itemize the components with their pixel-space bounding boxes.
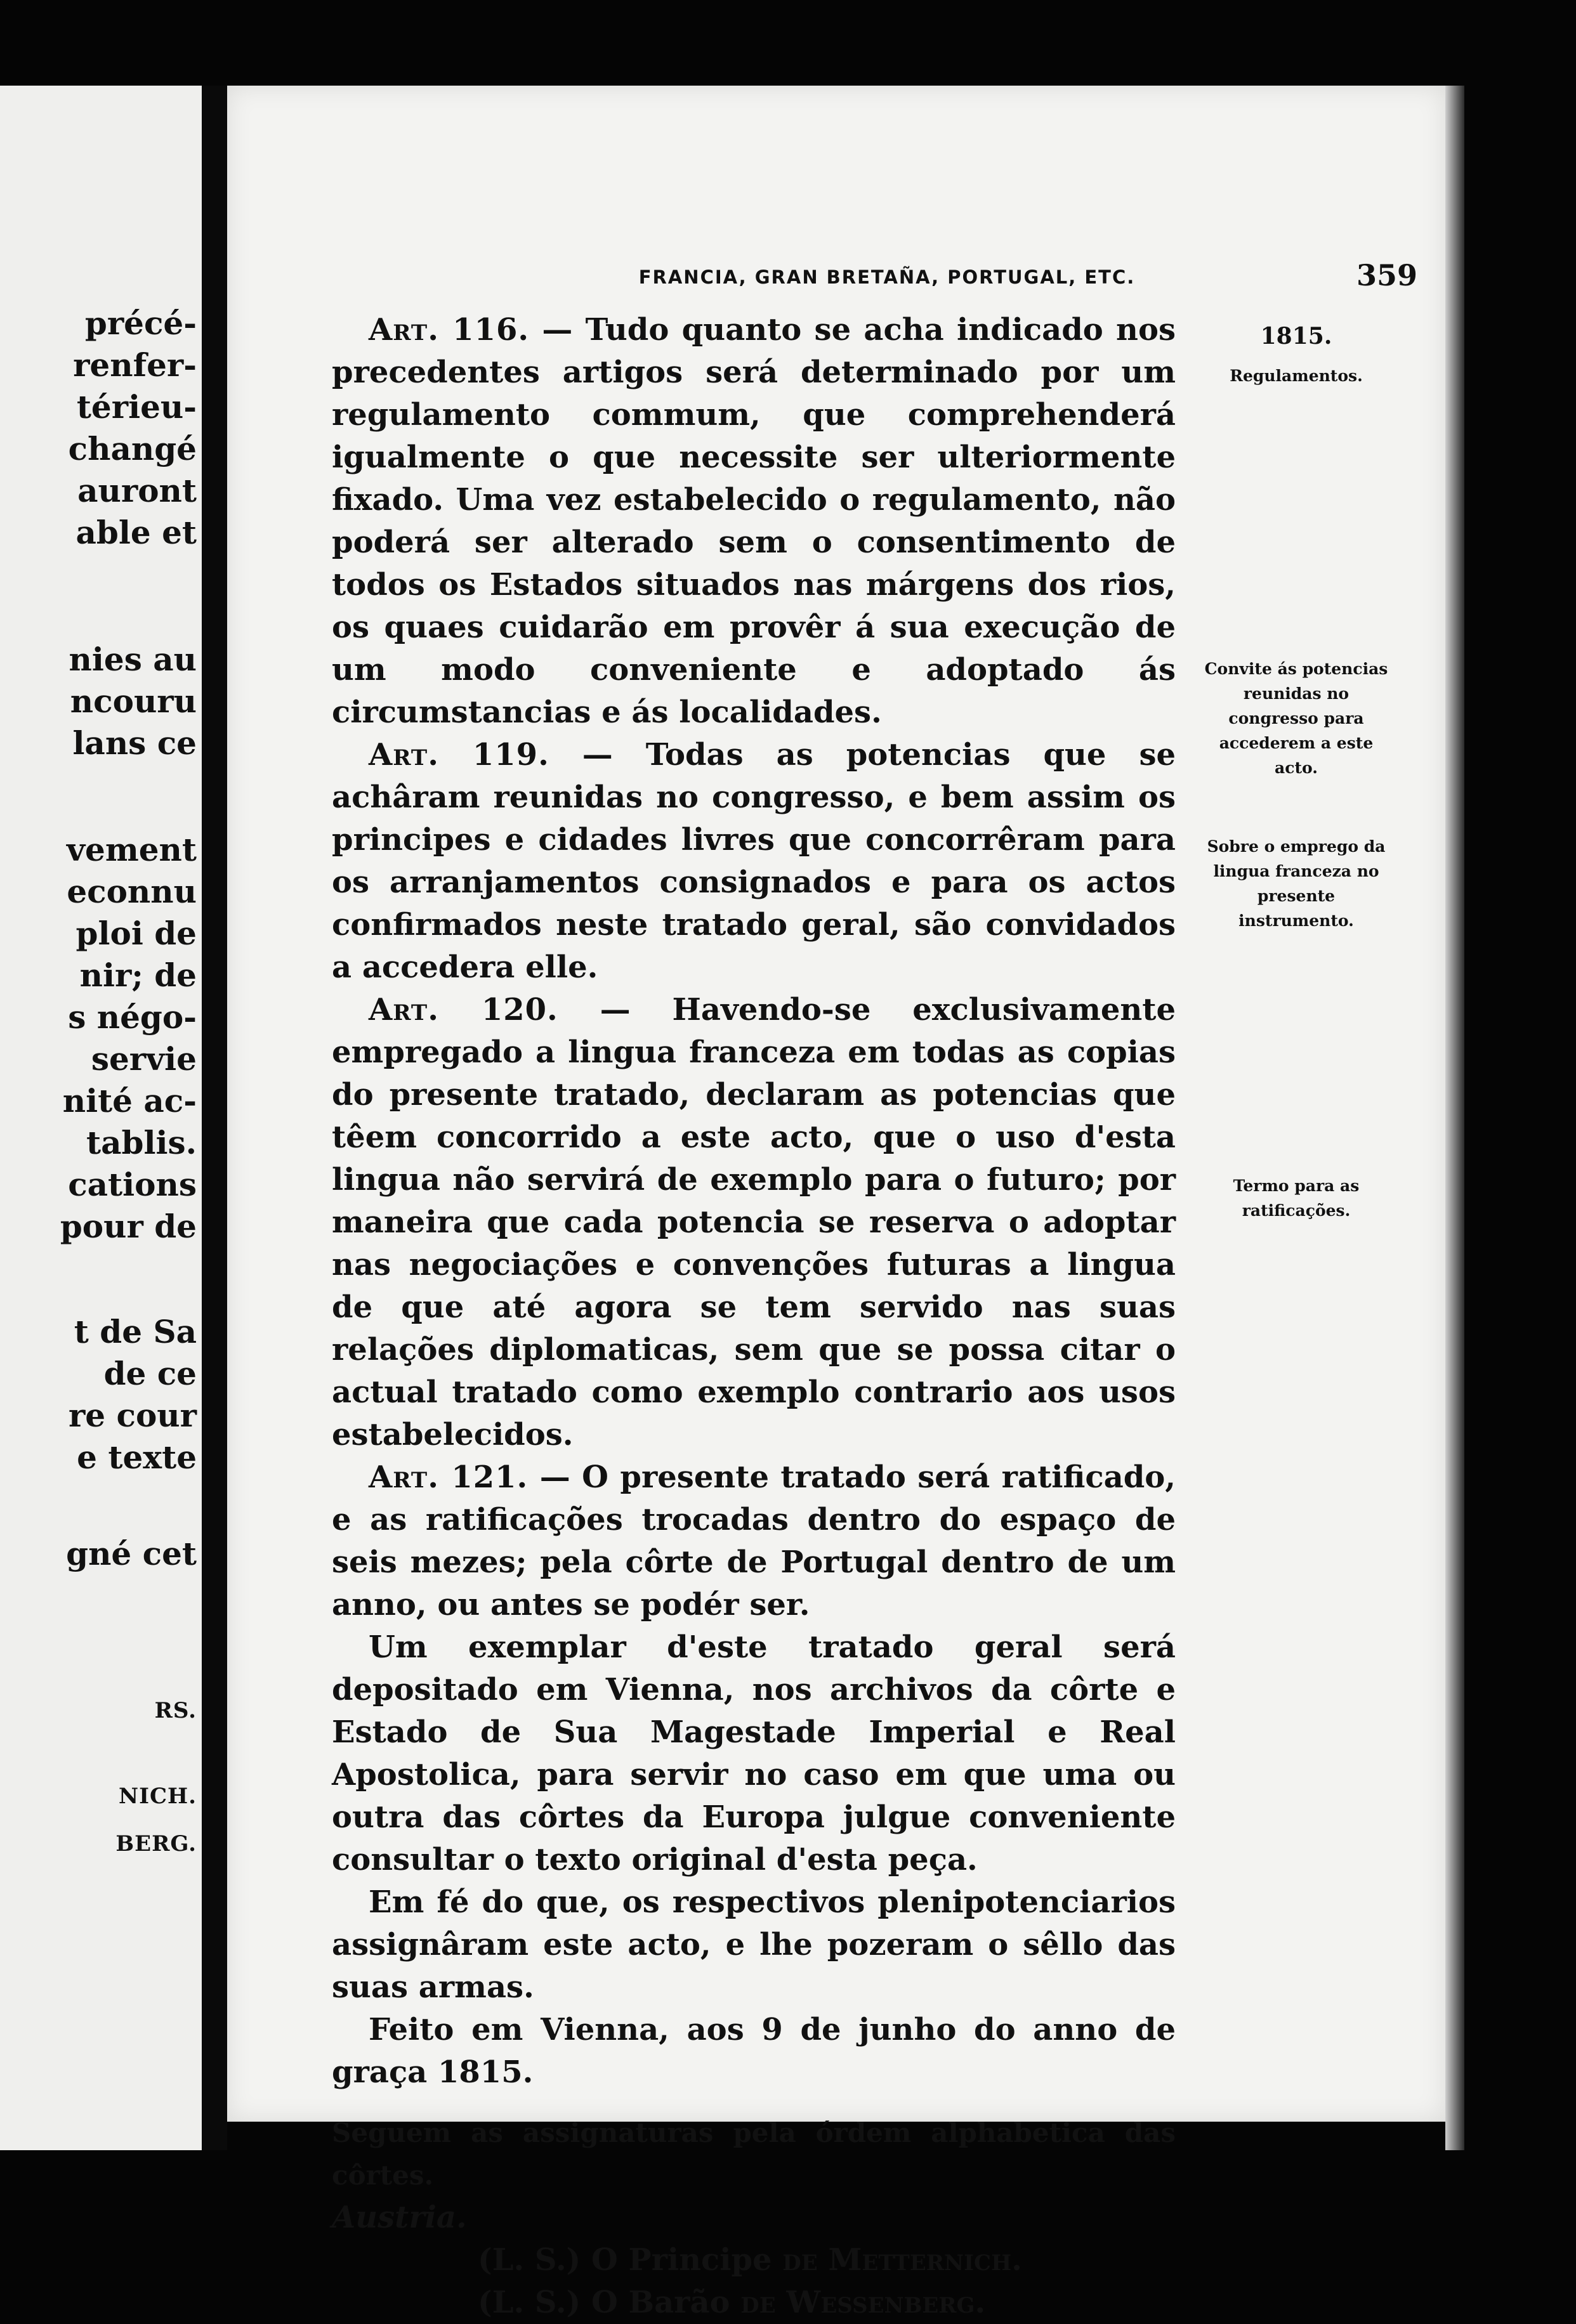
signature-line bbox=[332, 2239, 1176, 2282]
left-fragment: auront bbox=[77, 472, 197, 509]
signatory-country: Austria. bbox=[332, 2200, 467, 2235]
signatures-intro: Seguem as assignaturas pela órdem alphabetica das côrtes. bbox=[332, 2117, 1176, 2191]
left-fragment: BERG. bbox=[115, 1831, 197, 1857]
page-edge bbox=[1445, 86, 1464, 2150]
left-fragment: e texte bbox=[77, 1439, 197, 1476]
left-fragment: RS. bbox=[154, 1698, 197, 1723]
signature-seal: (L. S.) O Barão bbox=[478, 2285, 730, 2320]
margin-note-convite: Convite ás potencias reunidas no congresso para accederem a este acto. bbox=[1204, 660, 1388, 777]
left-fragment: econnu bbox=[67, 873, 197, 910]
left-fragment: de ce bbox=[103, 1355, 197, 1392]
article-116 bbox=[332, 309, 1176, 734]
article-text: — O presente tratado será ratificado, e as ratificações trocadas dentro do espaço de seis mezes; pela côrte de Portugal dentro de um anno, ou antes se podér ser. bbox=[332, 1459, 1176, 1622]
article-119 bbox=[332, 734, 1176, 989]
margin-note-termo: Termo para as ratificações. bbox=[1233, 1177, 1360, 1220]
article-label: Art. 120. bbox=[369, 992, 558, 1028]
signature-seal: (L. S.) O Principe bbox=[478, 2242, 772, 2278]
left-fragment: précé- bbox=[84, 304, 197, 342]
left-fragment: lans ce bbox=[72, 724, 197, 762]
left-fragment: s négo- bbox=[68, 998, 197, 1036]
done-paragraph: Feito em Vienna, aos 9 de junho do anno de graça 1815. bbox=[332, 2012, 1176, 2090]
left-fragment: able et bbox=[76, 514, 197, 551]
article-text: — Havendo-se exclusivamente empregado a lingua franceza em todas as copias do presente tratado, declaram as potencias que têem concorrido a este acto, que o uso d'esta lingua não servirá de exemplo para o futuro; por maneira que cada potencia se reserva o adoptar nas negociações e convenções futuras a lingua de que até agora se tem servido nas suas relações diplomaticas, sem que se possa citar o actual tratado como exemplo contrario aos usos estabelecidos. bbox=[332, 992, 1176, 1452]
faith-paragraph: Em fé do que, os respectivos plenipotenciarios assignâram este acto, e lhe pozeram o sêllo das suas armas. bbox=[332, 1884, 1176, 2005]
page-number: 359 bbox=[1356, 258, 1418, 292]
margin-note-regulamentos: Regulamentos. bbox=[1230, 367, 1363, 385]
signature-line bbox=[332, 2282, 1176, 2324]
left-fragment: ncouru bbox=[70, 682, 197, 720]
article-121 bbox=[332, 1456, 1176, 1626]
article-label: Art. 121. bbox=[369, 1459, 529, 1495]
signature-particle: de bbox=[782, 2242, 818, 2278]
left-fragment: nir; de bbox=[79, 956, 197, 994]
right-page bbox=[227, 86, 1445, 2320]
article-label: Art. 116. bbox=[369, 312, 530, 348]
signature-block bbox=[332, 2112, 1176, 2324]
left-fragment: renfer- bbox=[73, 346, 197, 384]
signatory-name: Wessenberg. bbox=[786, 2285, 986, 2320]
left-fragment: servie bbox=[91, 1040, 197, 1078]
article-120 bbox=[332, 989, 1176, 1456]
left-fragment: re cour bbox=[68, 1397, 197, 1434]
left-fragment: pour de bbox=[60, 1208, 197, 1245]
left-fragment: vement bbox=[66, 831, 197, 868]
article-text: — Tudo quanto se acha indicado nos precedentes artigos será determinado por um regulamento commum, que comprehenderá igualmente o que necessite ser ulteriormente fixado. Uma vez estabelecido o regulamento, não poderá ser alterado sem o consentimento de todos os Estados situados nas márgens dos rios, os quaes cuidarão em provêr á sua execução de um modo conveniente e adoptado ás circumstancias e ás localidades. bbox=[332, 312, 1176, 730]
left-fragment: changé bbox=[68, 430, 197, 467]
margin-note-year: 1815. bbox=[1260, 323, 1332, 349]
left-facing-page bbox=[0, 86, 202, 2150]
deposit-paragraph: Um exemplar d'este tratado geral será depositado em Vienna, nos archivos da côrte e Estado de Sua Magestade Imperial e Real Apostolica, para servir no caso em que uma ou outra das côrtes da Europa julgue conveniente consultar o texto original d'esta peça. bbox=[332, 1629, 1176, 1877]
left-fragment: NICH. bbox=[118, 1784, 197, 1809]
book-gutter bbox=[202, 86, 227, 2150]
signatory-name: Metternich. bbox=[828, 2242, 1022, 2278]
margin-note-lingua: Sobre o emprego da lingua franceza no presente instrumento. bbox=[1207, 837, 1386, 930]
left-fragment: cations bbox=[68, 1166, 197, 1203]
left-fragment: nité ac- bbox=[62, 1082, 197, 1120]
left-fragment: térieu- bbox=[76, 388, 197, 426]
article-label: Art. 119. bbox=[369, 737, 549, 773]
left-fragment: t de Sa bbox=[74, 1313, 197, 1350]
left-fragment: tablis. bbox=[86, 1124, 197, 1161]
article-text: — Todas as potencias que se achâram reunidas no congresso, e bem assim os principes e cidades livres que concorrêram para os arranjamentos consignados e para os actos confirmados neste tratado geral, são convidados a accedera elle. bbox=[332, 737, 1176, 985]
left-fragment: nies au bbox=[69, 641, 197, 678]
signature-particle: de bbox=[740, 2285, 776, 2320]
left-fragment: ploi de bbox=[76, 915, 197, 952]
left-fragment: gné cet bbox=[66, 1535, 197, 1572]
main-text bbox=[332, 309, 1176, 2324]
running-head: FRANCIA, GRAN BRETAÑA, PORTUGAL, ETC. bbox=[638, 266, 1136, 288]
